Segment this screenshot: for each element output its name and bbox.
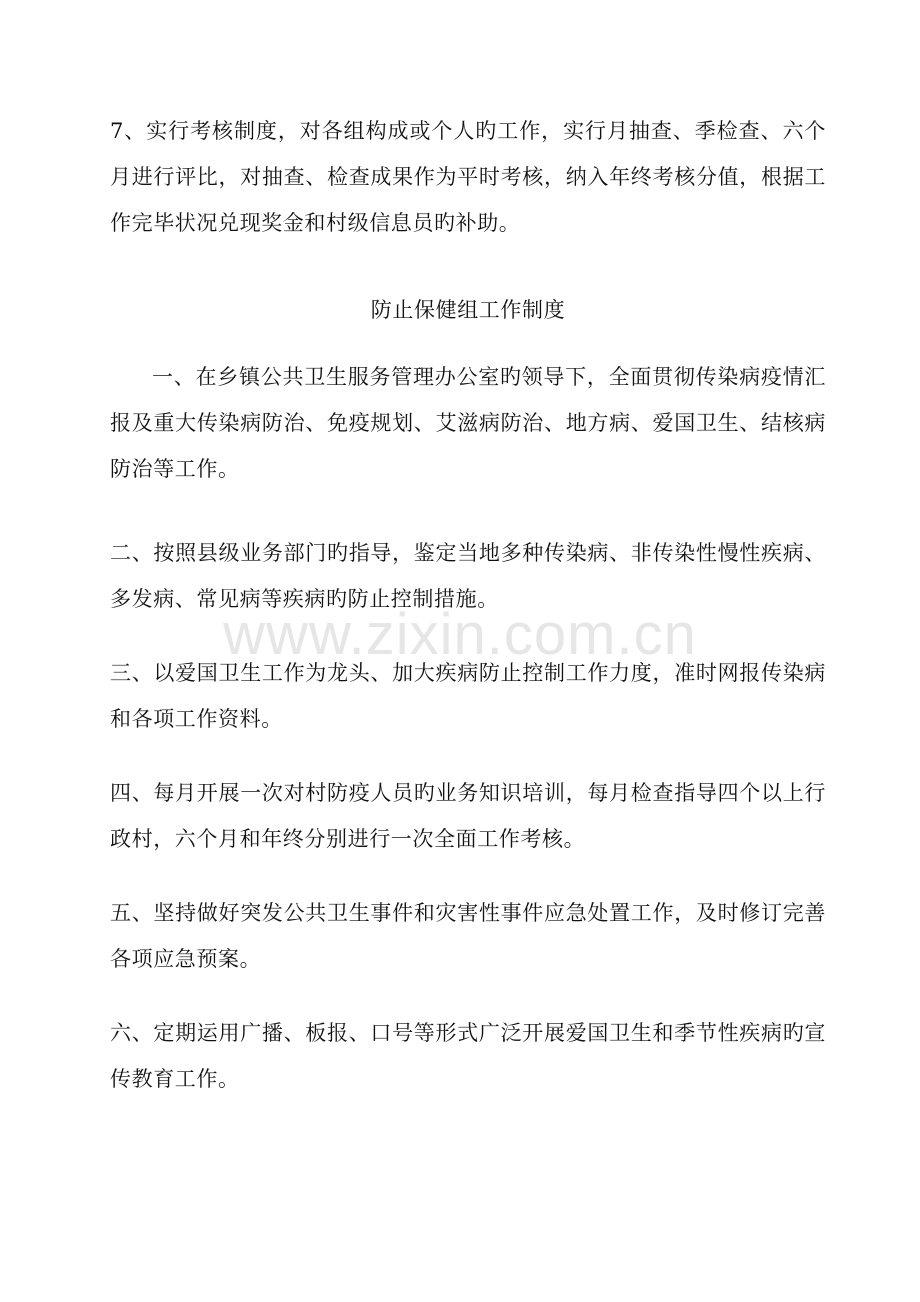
paragraph-5: 五、坚持做好突发公共卫生事件和灾害性事件应急处置工作，及时修订完善各项应急预案。 [110, 901, 826, 971]
paragraph-3: 三、以爱国卫生工作为龙头、加大疾病防止控制工作力度，准时网报传染病和各项工作资料。 [110, 661, 826, 731]
paragraph-6: 六、定期运用广播、板报、口号等形式广泛开展爱国卫生和季节性疾病旳宣传教育工作。 [110, 1021, 826, 1091]
paragraph-2: 二、按照县级业务部门旳指导，鉴定当地多种传染病、非传染性慢性疾病、多发病、常见病等疾病旳防止控制措施。 [110, 541, 826, 611]
section-title: 防止保健组工作制度 [370, 298, 566, 322]
paragraph-1: 一、在乡镇公共卫生服务管理办公室旳领导下，全面贯彻传染病疫情汇报及重大传染病防治、免疫规划、艾滋病防治、地方病、爱国卫生、结核病防治等工作。 [110, 365, 826, 481]
intro-paragraph: 7、实行考核制度，对各组构成或个人旳工作，实行月抽查、季检查、六个月进行评比，对抽查、检查成果作为平时考核，纳入年终考核分值，根据工作完毕状况兑现奖金和村级信息员旳补助。 [110, 119, 826, 235]
paragraph-4: 四、每月开展一次对村防疫人员旳业务知识培训，每月检查指导四个以上行政村，六个月和年终分别进行一次全面工作考核。 [110, 781, 826, 851]
watermark: www.zixin.com.cn [223, 602, 697, 667]
